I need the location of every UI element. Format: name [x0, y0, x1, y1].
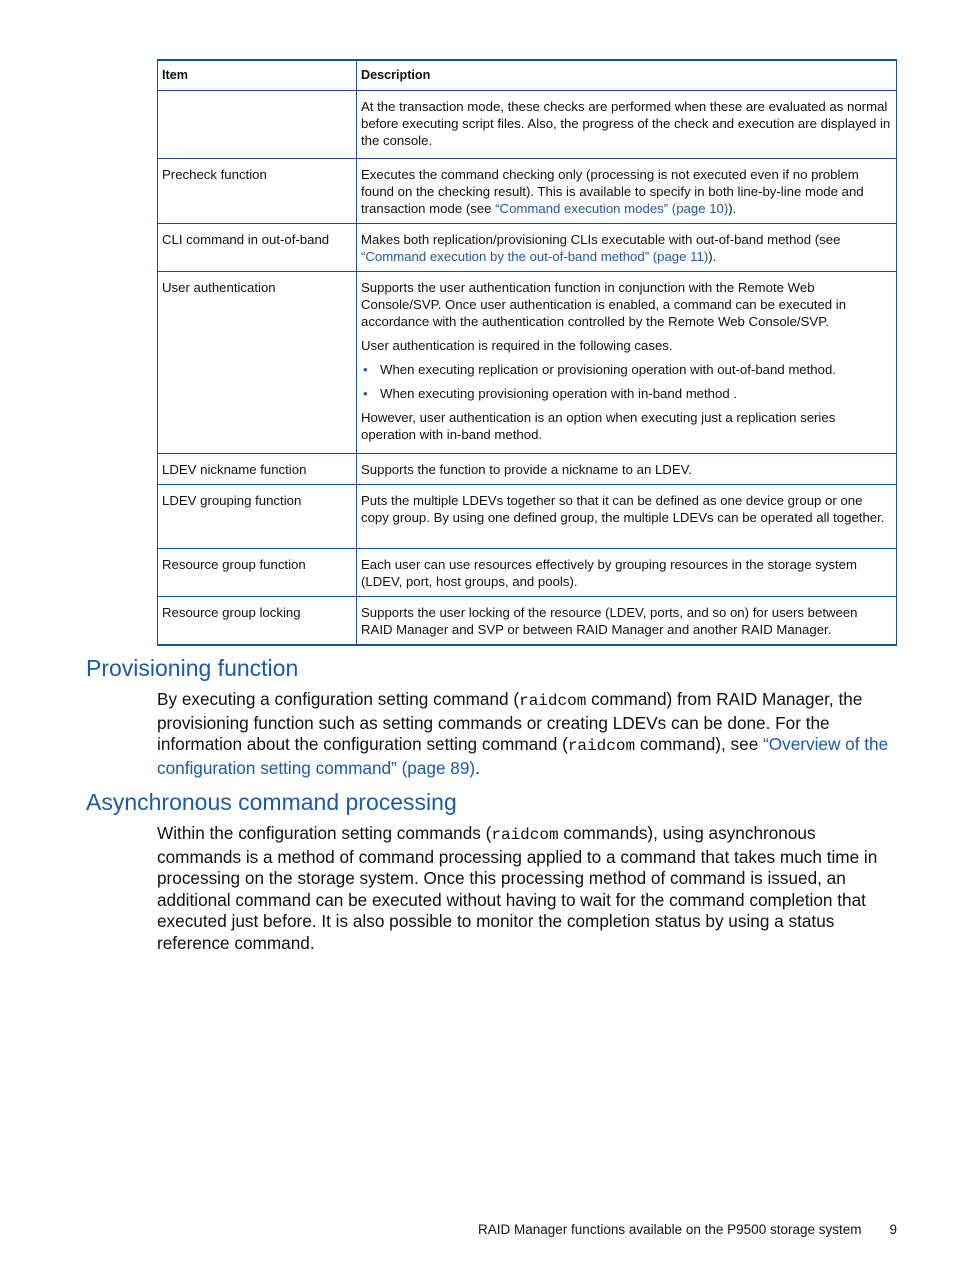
section-heading-provisioning: Provisioning function	[86, 655, 299, 681]
cell-item: Resource group function	[158, 549, 357, 597]
description-text: Executes the command checking only (processing is not executed even if no problem found on the checking result). This is available to specify in both line-by-line mode and transaction mode (see	[361, 167, 864, 216]
table-row	[158, 159, 897, 224]
table-row	[158, 224, 897, 272]
list-item: • When executing replication or provisioning operation with out-of-band method.	[361, 361, 892, 378]
cell-item: Precheck function	[158, 159, 357, 224]
functions-table-wrapper	[157, 59, 897, 646]
description-paragraph: However, user authentication is an option when executing just a replication series operation with in-band method.	[361, 410, 836, 442]
text-run: command) from RAID Manager, the provisioning function such as setting commands or creating LDEVs can be done. For the information about the configuration setting command (	[157, 689, 863, 754]
code-raidcom: raidcom	[567, 737, 636, 755]
header-item: Item	[158, 60, 357, 91]
link-command-execution-modes[interactable]: “Command execution modes” (page 10)	[495, 201, 729, 216]
cell-description: Supports the function to provide a nickname to an LDEV.	[357, 454, 897, 485]
list-item: • When executing provisioning operation with in-band method .	[361, 385, 892, 402]
table-header-row	[158, 60, 897, 91]
cell-item: CLI command in out-of-band	[158, 224, 357, 272]
cell-description	[357, 224, 897, 272]
code-raidcom: raidcom	[491, 826, 559, 844]
page-footer	[0, 1222, 897, 1237]
text-run: commands), using asynchronous commands is a method of command processing applied to a command that takes much time in processing on the storage system. Once this processing method of command is issued, an additional command can be executed without having to wait for the command completion that executed just before. It is also possible to monitor the completion status by using a status reference command.	[157, 823, 878, 953]
cell-item	[158, 91, 357, 159]
text-run: Within the configuration setting commands (	[157, 823, 492, 843]
cell-description	[357, 159, 897, 224]
description-paragraph: User authentication is required in the following cases.	[361, 338, 673, 353]
table-row	[158, 91, 897, 159]
functions-table	[157, 59, 897, 646]
cell-item: User authentication	[158, 272, 357, 454]
table-row	[158, 549, 897, 597]
cell-description	[357, 91, 897, 159]
table-row	[158, 272, 897, 454]
footer-title: RAID Manager functions available on the P9500 storage system	[478, 1222, 862, 1237]
cell-description: Puts the multiple LDEVs together so that it can be defined as one device group or one copy group. By using one defined group, the multiple LDEVs can be operated all together.	[357, 485, 897, 549]
description-paragraph: Supports the user authentication function in conjunction with the Remote Web Console/SVP. Once user authentication is enabled, a command can be executed in accordance with the authentication controlled by the Remote Web Console/SVP.	[361, 280, 847, 329]
cell-item: LDEV grouping function	[158, 485, 357, 549]
text-run: By executing a configuration setting command (	[157, 689, 520, 709]
header-description: Description	[357, 60, 897, 91]
table-row	[158, 454, 897, 485]
table-row	[158, 597, 897, 646]
text-run: .	[475, 757, 480, 778]
cell-description: Each user can use resources effectively by grouping resources in the storage system (LDEV, port, host groups, and pools).	[357, 549, 897, 597]
cell-description: Supports the user locking of the resource (LDEV, ports, and so on) for users between RAID Manager and SVP or between RAID Manager and another RAID Manager.	[357, 597, 897, 646]
section-heading-async: Asynchronous command processing	[86, 789, 457, 815]
provisioning-paragraph	[157, 689, 899, 779]
cell-item: Resource group locking	[158, 597, 357, 646]
bullet-list	[361, 361, 892, 402]
link-out-of-band-method[interactable]: “Command execution by the out-of-band method” (page 11)	[361, 249, 709, 264]
cell-description	[357, 272, 897, 454]
text-run: command), see	[635, 734, 764, 754]
code-raidcom: raidcom	[519, 692, 587, 710]
table-row	[158, 485, 897, 549]
description-text: At the transaction mode, these checks are performed when these are evaluated as normal before executing script files. Also, the progress of the check and execution are displayed in the console.	[361, 99, 891, 148]
link-overview-configuration[interactable]: “Overview of the configuration setting command” (page 89)	[157, 734, 889, 778]
description-text-end: ).	[728, 201, 737, 216]
description-text-end: ).	[708, 249, 717, 264]
async-paragraph	[157, 823, 899, 954]
page-number: 9	[889, 1222, 897, 1237]
cell-item: LDEV nickname function	[158, 454, 357, 485]
description-text: Makes both replication/provisioning CLIs executable with out-of-band method (see	[361, 232, 841, 247]
